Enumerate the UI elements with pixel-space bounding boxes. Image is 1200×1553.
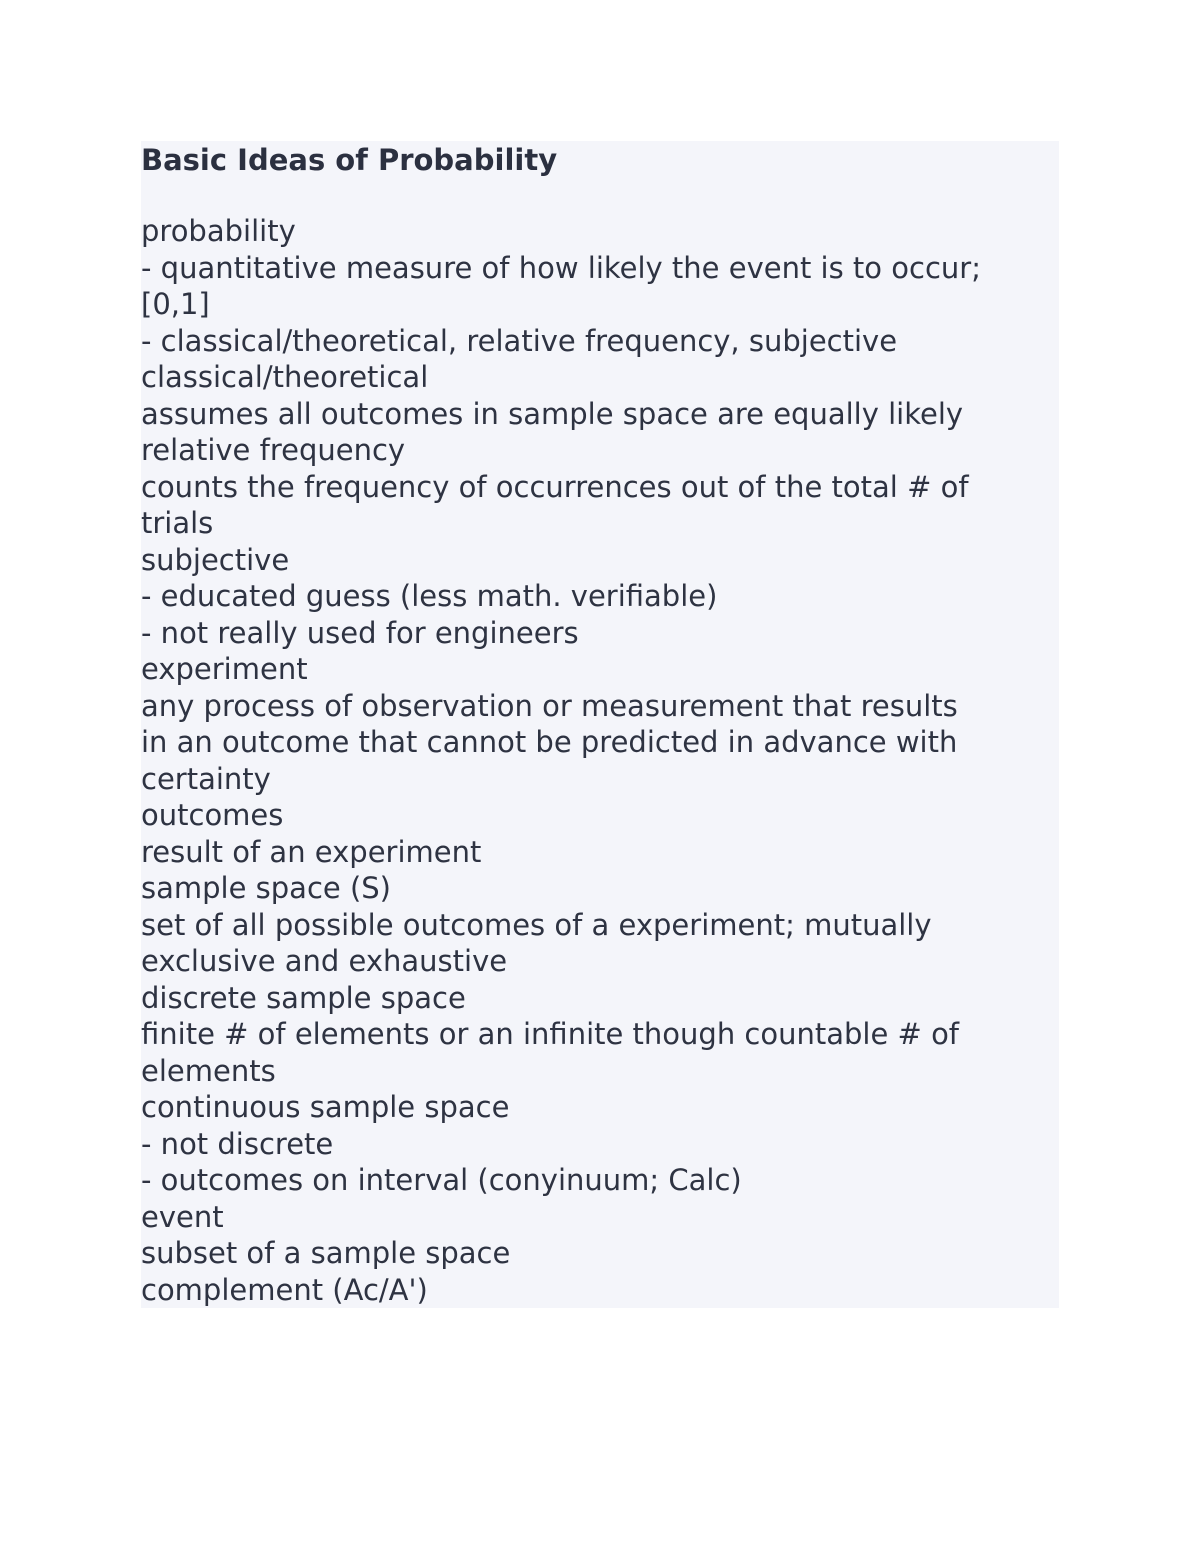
- text-line: discrete sample space: [141, 980, 466, 1015]
- text-line: relative frequency: [141, 433, 406, 467]
- text-line: sample space (S): [141, 871, 391, 905]
- text-line: set of all possible outcomes of a experiment; mutually: [141, 907, 932, 942]
- title-spacer: [141, 179, 1059, 213]
- text-line: exclusive and exhaustive: [141, 944, 508, 978]
- text-line: - classical/theoretical, relative frequency, subjective: [141, 323, 898, 358]
- text-line: continuous sample space: [141, 1090, 510, 1124]
- text-line: - outcomes on interval (conyinuum; Calc): [141, 1163, 742, 1197]
- text-line: counts the frequency of occurrences out of the total # of: [141, 469, 969, 504]
- document-title: Basic Ideas of Probability: [141, 143, 558, 177]
- text-line: certainty: [141, 761, 271, 796]
- text-line: complement (Ac/A'): [141, 1272, 428, 1307]
- text-line: outcomes: [141, 798, 284, 832]
- text-line: - not discrete: [141, 1126, 334, 1161]
- text-line: result of an experiment: [141, 834, 482, 869]
- text-line: - educated guess (less math. verifiable): [141, 579, 718, 613]
- text-line: classical/theoretical: [141, 360, 429, 394]
- text-line: event: [141, 1199, 224, 1234]
- text-line: subset of a sample space: [141, 1236, 511, 1270]
- text-line: probability: [141, 214, 296, 248]
- text-line: - not really used for engineers: [141, 615, 579, 650]
- text-line: elements: [141, 1053, 276, 1088]
- text-line: finite # of elements or an infinite though countable # of: [141, 1017, 960, 1051]
- text-line: any process of observation or measurement that results: [141, 688, 958, 723]
- text-line: trials: [141, 506, 214, 540]
- text-line: in an outcome that cannot be predicted in advance with: [141, 725, 958, 759]
- text-line: subjective: [141, 542, 290, 577]
- text-line: [0,1]: [141, 287, 210, 321]
- text-line: experiment: [141, 652, 308, 686]
- text-line: - quantitative measure of how likely the event is to occur;: [141, 250, 981, 285]
- flashcard-text-block: [141, 141, 1059, 1308]
- text-line: assumes all outcomes in sample space are equally likely: [141, 396, 964, 431]
